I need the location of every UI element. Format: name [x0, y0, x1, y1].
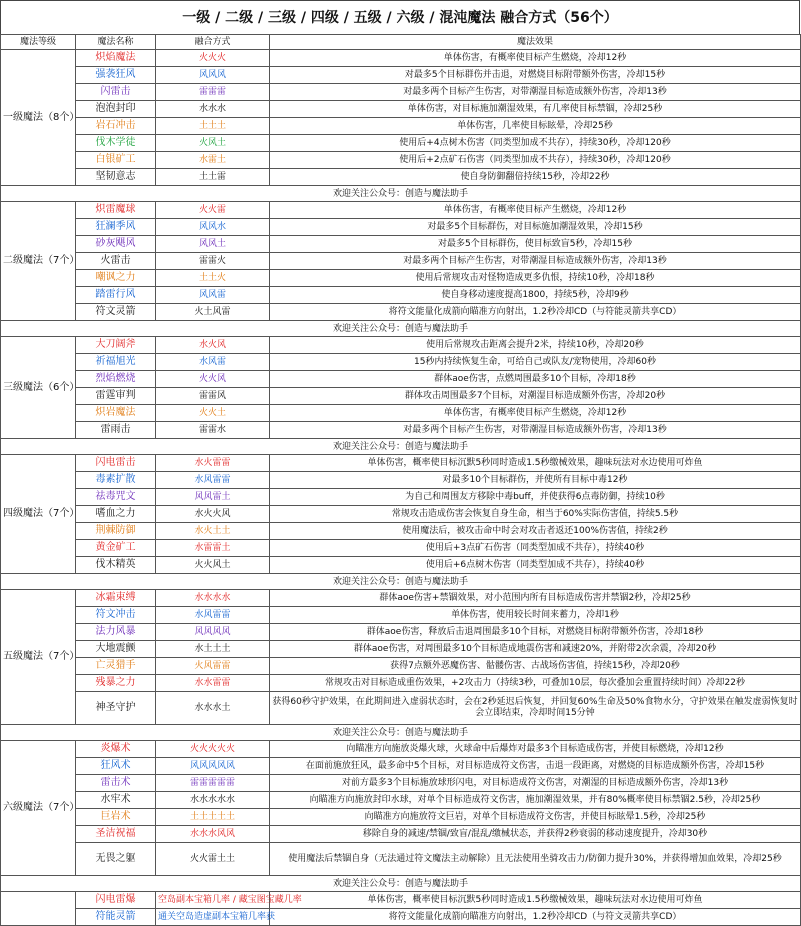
- spell-effect: 对最多两个目标产生伤害，对带潮湿目标造成额外伤害，冷却13秒: [270, 422, 801, 439]
- table-row: [1, 270, 801, 287]
- spell-name: 残暴之力: [76, 675, 156, 692]
- spell-name: 法力风暴: [76, 624, 156, 641]
- spell-combo: 土土雷: [156, 169, 270, 186]
- spell-effect: 群体aoe伤害+禁锢效果，对小范围内所有目标造成伤害并禁锢2秒，冷却25秒: [270, 590, 801, 607]
- spell-combo: 土土火: [156, 270, 270, 287]
- spell-combo: 火火雷: [156, 202, 270, 219]
- spell-name: 亡灵猎手: [76, 658, 156, 675]
- table-row: [1, 50, 801, 67]
- spell-effect: 群体aoe伤害，点燃周围最多10个目标，冷却18秒: [270, 371, 801, 388]
- spell-effect: 获得7点额外恶魔伤害、骷髅伤害、古战场伤害值，持续15秒，冷却20秒: [270, 658, 801, 675]
- header-name: 魔法名称: [76, 35, 156, 50]
- spell-effect: 使用后+3点矿石伤害（同类型加成不共存），持续40秒: [270, 540, 801, 557]
- spell-effect: 对最多两个目标产生伤害，对带潮湿目标造成额外伤害，冷却13秒: [270, 253, 801, 270]
- spell-effect: 将符文能量化成箭向瞄准方向射出，1.2秒冷却CD（与符能灵箭共享CD）: [270, 304, 801, 321]
- page-title: 一级 / 二级 / 三级 / 四级 / 五级 / 六级 / 混沌魔法 融合方式（56个）: [0, 0, 800, 34]
- spell-effect: 使用后+2点矿石伤害（同类型加成不共存），持续30秒，冷却120秒: [270, 152, 801, 169]
- spell-combo: 雷雷雷雷雷: [156, 775, 270, 792]
- spell-name: 嘲讽之力: [76, 270, 156, 287]
- table-row: [1, 624, 801, 641]
- spell-name: 强袭狂风: [76, 67, 156, 84]
- spell-name: 炽岩魔法: [76, 405, 156, 422]
- spell-effect: 单体伤害，概率使目标沉默5秒同时造成1.5秒缴械效果，趣味玩法对水边使用可炸鱼: [270, 892, 801, 909]
- spell-name: 巨岩术: [76, 809, 156, 826]
- spell-combo: 风风雷土: [156, 489, 270, 506]
- spell-combo: 火火土: [156, 405, 270, 422]
- spell-effect: 向瞄准方向施放封印水球，对单个目标造成符文伤害，施加潮湿效果，并有80%概率使目标禁锢2.5秒，冷却25秒: [270, 792, 801, 809]
- spell-name: 白银矿工: [76, 152, 156, 169]
- spell-combo: 雷雷风: [156, 388, 270, 405]
- spell-effect: 群体aoe伤害，释放后击退周围最多10个目标，对燃烧目标附带额外伤害，冷却18秒: [270, 624, 801, 641]
- header-row: [1, 35, 801, 50]
- spell-combo: 水土土土: [156, 641, 270, 658]
- table-row: [1, 84, 801, 101]
- spell-effect: 使用后+6点树木伤害（同类型加成不共存），持续40秒: [270, 557, 801, 574]
- spell-combo: 火火火火火: [156, 741, 270, 758]
- spell-name: 黄金矿工: [76, 540, 156, 557]
- spell-name: 符文灵箭: [76, 304, 156, 321]
- spell-combo: 水风雷: [156, 354, 270, 371]
- level-cell: 五级魔法（7个）: [1, 590, 76, 725]
- spell-name: 嗜血之力: [76, 506, 156, 523]
- spell-effect: 在面前施放狂风，最多命中5个目标，对目标造成符文伤害，击退一段距离，对燃烧的目标造成额外伤害，冷却15秒: [270, 758, 801, 775]
- spell-name: 坚韧意志: [76, 169, 156, 186]
- spell-name: 雷击术: [76, 775, 156, 792]
- spell-combo: 水风雷雷: [156, 607, 270, 624]
- spell-name: 祛毒咒文: [76, 489, 156, 506]
- spell-combo: 火土风雷: [156, 304, 270, 321]
- table-row: [1, 590, 801, 607]
- magic-table: [0, 34, 801, 926]
- spell-name: 踏雷行风: [76, 287, 156, 304]
- spell-effect: 对最多两个目标产生伤害，对带潮湿目标造成额外伤害，冷却13秒: [270, 84, 801, 101]
- spell-combo: 风风风风风: [156, 758, 270, 775]
- spell-combo: 火火风: [156, 371, 270, 388]
- spell-combo: 水雷雷土: [156, 540, 270, 557]
- table-row: [1, 809, 801, 826]
- table-row: [1, 489, 801, 506]
- table-row: [1, 253, 801, 270]
- table-row: [1, 405, 801, 422]
- separator-text: 欢迎关注公众号：创造与魔法助手: [1, 876, 801, 892]
- spell-name: 狂澜季风: [76, 219, 156, 236]
- separator-text: 欢迎关注公众号：创造与魔法助手: [1, 186, 801, 202]
- spell-combo: 水水水水水: [156, 792, 270, 809]
- spell-name: 雷雨击: [76, 422, 156, 439]
- table-row: [1, 775, 801, 792]
- spell-effect: 使自身防御翻倍持续15秒，冷却22秒: [270, 169, 801, 186]
- table-body: [1, 50, 801, 926]
- level-cell: 四级魔法（7个）: [1, 455, 76, 574]
- table-row: [1, 304, 801, 321]
- table-row: [1, 422, 801, 439]
- table-row: [1, 741, 801, 758]
- spell-effect: 15秒内持续恢复生命，可给自己或队友/宠物使用，冷却60秒: [270, 354, 801, 371]
- spell-effect: 群体aoe伤害，对周围最多10个目标造成地震伤害和减速20%，并附带2次余震，冷却20秒: [270, 641, 801, 658]
- separator-row: [1, 321, 801, 337]
- spell-combo: 水火风: [156, 337, 270, 354]
- table-row: [1, 843, 801, 876]
- spell-combo: 雷雷雷: [156, 84, 270, 101]
- table-row: [1, 909, 801, 926]
- spell-effect: 为自己和周围友方移除中毒buff，并使获得6点毒防御，持续10秒: [270, 489, 801, 506]
- spell-effect: 常规攻击对目标造成重伤效果，+2攻击力（持续3秒，可叠加10层，每次叠加会重置持续时间）冷却22秒: [270, 675, 801, 692]
- spell-name: 祈福旭光: [76, 354, 156, 371]
- spell-effect: 单体伤害，有概率使目标产生燃烧，冷却12秒: [270, 50, 801, 67]
- spell-name: 岩石冲击: [76, 118, 156, 135]
- spell-combo: 水水水: [156, 101, 270, 118]
- spell-combo: 通关空岛造虚副本宝箱几率获: [156, 909, 270, 926]
- spell-effect: 使自身移动速度提高1800，持续5秒，冷却9秒: [270, 287, 801, 304]
- spell-combo: 水风雷雷: [156, 472, 270, 489]
- separator-text: 欢迎关注公众号：创造与魔法助手: [1, 321, 801, 337]
- spell-effect: 单体伤害，有概率使目标产生燃烧，冷却12秒: [270, 405, 801, 422]
- table-row: [1, 892, 801, 909]
- spell-effect: 使用魔法后，被攻击命中时会对攻击者返还100%伤害值，持续2秒: [270, 523, 801, 540]
- spell-combo: 风风水: [156, 219, 270, 236]
- spell-name: 神圣守护: [76, 692, 156, 725]
- spell-combo: 雷雷水: [156, 422, 270, 439]
- table-row: [1, 202, 801, 219]
- spell-effect: 群体攻击周围最多7个目标，对潮湿目标造成额外伤害，冷却20秒: [270, 388, 801, 405]
- spell-combo: 空岛副本宝箱几率 / 藏宝图宝藏几率: [156, 892, 270, 909]
- table-row: [1, 506, 801, 523]
- spell-combo: 土土土: [156, 118, 270, 135]
- spell-combo: 水水雷雷: [156, 675, 270, 692]
- table-row: [1, 557, 801, 574]
- spell-name: 炽焰魔法: [76, 50, 156, 67]
- spell-name: 水牢术: [76, 792, 156, 809]
- header-level: 魔法等级: [1, 35, 76, 50]
- spell-name: 伐木学徒: [76, 135, 156, 152]
- spell-name: 荆棘防御: [76, 523, 156, 540]
- spell-combo: 火风土: [156, 135, 270, 152]
- table-row: [1, 472, 801, 489]
- table-row: [1, 658, 801, 675]
- spell-name: 狂风术: [76, 758, 156, 775]
- level-cell: 一级魔法（8个）: [1, 50, 76, 186]
- header-effect: 魔法效果: [270, 35, 801, 50]
- spell-effect: 单体伤害，使用较长时间来蓄力，冷却1秒: [270, 607, 801, 624]
- spell-combo: 水火火风: [156, 506, 270, 523]
- spell-name: 炎爆术: [76, 741, 156, 758]
- spell-effect: 使用后常规攻击距离会提升2米，持续10秒，冷却20秒: [270, 337, 801, 354]
- spell-combo: 风风风风: [156, 624, 270, 641]
- spell-combo: 水水水水: [156, 590, 270, 607]
- separator-row: [1, 876, 801, 892]
- spell-name: 闪电雷击: [76, 455, 156, 472]
- spell-effect: 对最多5个目标群伤并击退，对燃烧目标附带额外伤害，冷却15秒: [270, 67, 801, 84]
- spell-name: 炽雷魔球: [76, 202, 156, 219]
- table-row: [1, 101, 801, 118]
- spell-combo: 火火风土: [156, 557, 270, 574]
- spell-combo: 风风风: [156, 67, 270, 84]
- spell-name: 符文冲击: [76, 607, 156, 624]
- spell-effect: 向瞄准方向施放符文巨岩，对单个目标造成符文伤害，并使目标眩晕1.5秒，冷却25秒: [270, 809, 801, 826]
- spell-effect: 单体伤害，有概率使目标产生燃烧，冷却12秒: [270, 202, 801, 219]
- spell-effect: 使用后常规攻击对怪物造成更多仇恨，持续10秒，冷却18秒: [270, 270, 801, 287]
- spell-name: 泡泡封印: [76, 101, 156, 118]
- spell-effect: 使用后+4点树木伤害（同类型加成不共存），持续30秒，冷却120秒: [270, 135, 801, 152]
- table-row: [1, 455, 801, 472]
- spell-effect: 单体伤害，几率使目标眩晕，冷却25秒: [270, 118, 801, 135]
- level-cell: [1, 892, 76, 926]
- spell-effect: 单体伤害，概率使目标沉默5秒同时造成1.5秒缴械效果，趣味玩法对水边使用可炸鱼: [270, 455, 801, 472]
- spell-effect: 常规攻击造成伤害会恢复自身生命，相当于60%实际伤害值，持续5.5秒: [270, 506, 801, 523]
- spell-name: 大地震颤: [76, 641, 156, 658]
- spell-name: 符能灵箭: [76, 909, 156, 926]
- spell-combo: 火火火: [156, 50, 270, 67]
- spell-effect: 向瞄准方向施放炎爆火球，火球命中后爆炸对最多3个目标造成伤害，并使目标燃烧，冷却12秒: [270, 741, 801, 758]
- spell-effect: 对最多5个目标群伤，使目标致盲5秒，冷却15秒: [270, 236, 801, 253]
- table-row: [1, 675, 801, 692]
- spell-name: 大刀阔斧: [76, 337, 156, 354]
- table-row: [1, 388, 801, 405]
- spell-name: 圣洁祝福: [76, 826, 156, 843]
- spell-name: 闪雷击: [76, 84, 156, 101]
- table-row: [1, 287, 801, 304]
- spell-name: 砂灰飓风: [76, 236, 156, 253]
- table-row: [1, 337, 801, 354]
- spell-combo: 风风土: [156, 236, 270, 253]
- separator-row: [1, 186, 801, 202]
- table-row: [1, 67, 801, 84]
- spell-effect: 移除自身的减速/禁锢/致盲/混乱/缴械状态，并获得2秒衰弱的移动速度提升，冷却30秒: [270, 826, 801, 843]
- spell-name: 烈焰燃烧: [76, 371, 156, 388]
- table-row: [1, 219, 801, 236]
- table-row: [1, 135, 801, 152]
- spell-effect: 将符文能量化成箭向瞄准方向射出，1.2秒冷却CD（与符文灵箭共享CD）: [270, 909, 801, 926]
- table-row: [1, 826, 801, 843]
- table-row: [1, 758, 801, 775]
- spell-combo: 水火土土: [156, 523, 270, 540]
- spell-combo: 风风雷: [156, 287, 270, 304]
- separator-row: [1, 725, 801, 741]
- spell-combo: 土土土土土: [156, 809, 270, 826]
- spell-name: 冰霜束缚: [76, 590, 156, 607]
- spell-effect: 对最多5个目标群伤，对目标施加潮湿效果，冷却15秒: [270, 219, 801, 236]
- separator-text: 欢迎关注公众号：创造与魔法助手: [1, 574, 801, 590]
- spell-name: 伐木精英: [76, 557, 156, 574]
- table-row: [1, 371, 801, 388]
- table-row: [1, 236, 801, 253]
- spell-effect: 对最多10个目标群伤，并使所有目标中毒12秒: [270, 472, 801, 489]
- spell-effect: 获得60秒守护效果，在此期间进入虚弱状态时，会在2秒延迟后恢复，并回复60%生命及50%食物水分，守护效果在触发虚弱恢复时会立即结束，冷却时间15分钟: [270, 692, 801, 725]
- level-cell: 二级魔法（7个）: [1, 202, 76, 321]
- spell-combo: 火风雷雷: [156, 658, 270, 675]
- table-row: [1, 152, 801, 169]
- table-row: [1, 692, 801, 725]
- spell-name: 雷霆审判: [76, 388, 156, 405]
- table-row: [1, 607, 801, 624]
- spell-name: 闪电雷爆: [76, 892, 156, 909]
- spell-name: 无畏之躯: [76, 843, 156, 876]
- spell-effect: 使用魔法后禁锢自身（无法通过符文魔法主动解除）且无法使用坐骑攻击力/防御力提升30%，并获得增加血效果，冷却25秒: [270, 843, 801, 876]
- spell-name: 火雷击: [76, 253, 156, 270]
- spell-combo: 水雷土: [156, 152, 270, 169]
- spell-combo: 雷雷火: [156, 253, 270, 270]
- table-row: [1, 118, 801, 135]
- header-combo: 融合方式: [156, 35, 270, 50]
- spell-combo: 水水水土: [156, 692, 270, 725]
- table-row: [1, 354, 801, 371]
- table-row: [1, 540, 801, 557]
- level-cell: 六级魔法（7个）: [1, 741, 76, 876]
- spell-combo: 水火雷雷: [156, 455, 270, 472]
- spell-combo: 水水水风风: [156, 826, 270, 843]
- separator-row: [1, 439, 801, 455]
- table-row: [1, 792, 801, 809]
- spell-effect: 单体伤害，对目标施加潮湿效果，有几率使目标禁锢，冷却25秒: [270, 101, 801, 118]
- level-cell: 三级魔法（6个）: [1, 337, 76, 439]
- spell-effect: 对前方最多3个目标施放球形闪电，对目标造成符文伤害，对潮湿的目标造成额外伤害，冷却13秒: [270, 775, 801, 792]
- table-row: [1, 169, 801, 186]
- spell-combo: 火火雷土土: [156, 843, 270, 876]
- separator-text: 欢迎关注公众号：创造与魔法助手: [1, 439, 801, 455]
- separator-text: 欢迎关注公众号：创造与魔法助手: [1, 725, 801, 741]
- separator-row: [1, 574, 801, 590]
- spell-name: 毒素扩散: [76, 472, 156, 489]
- table-row: [1, 641, 801, 658]
- table-row: [1, 523, 801, 540]
